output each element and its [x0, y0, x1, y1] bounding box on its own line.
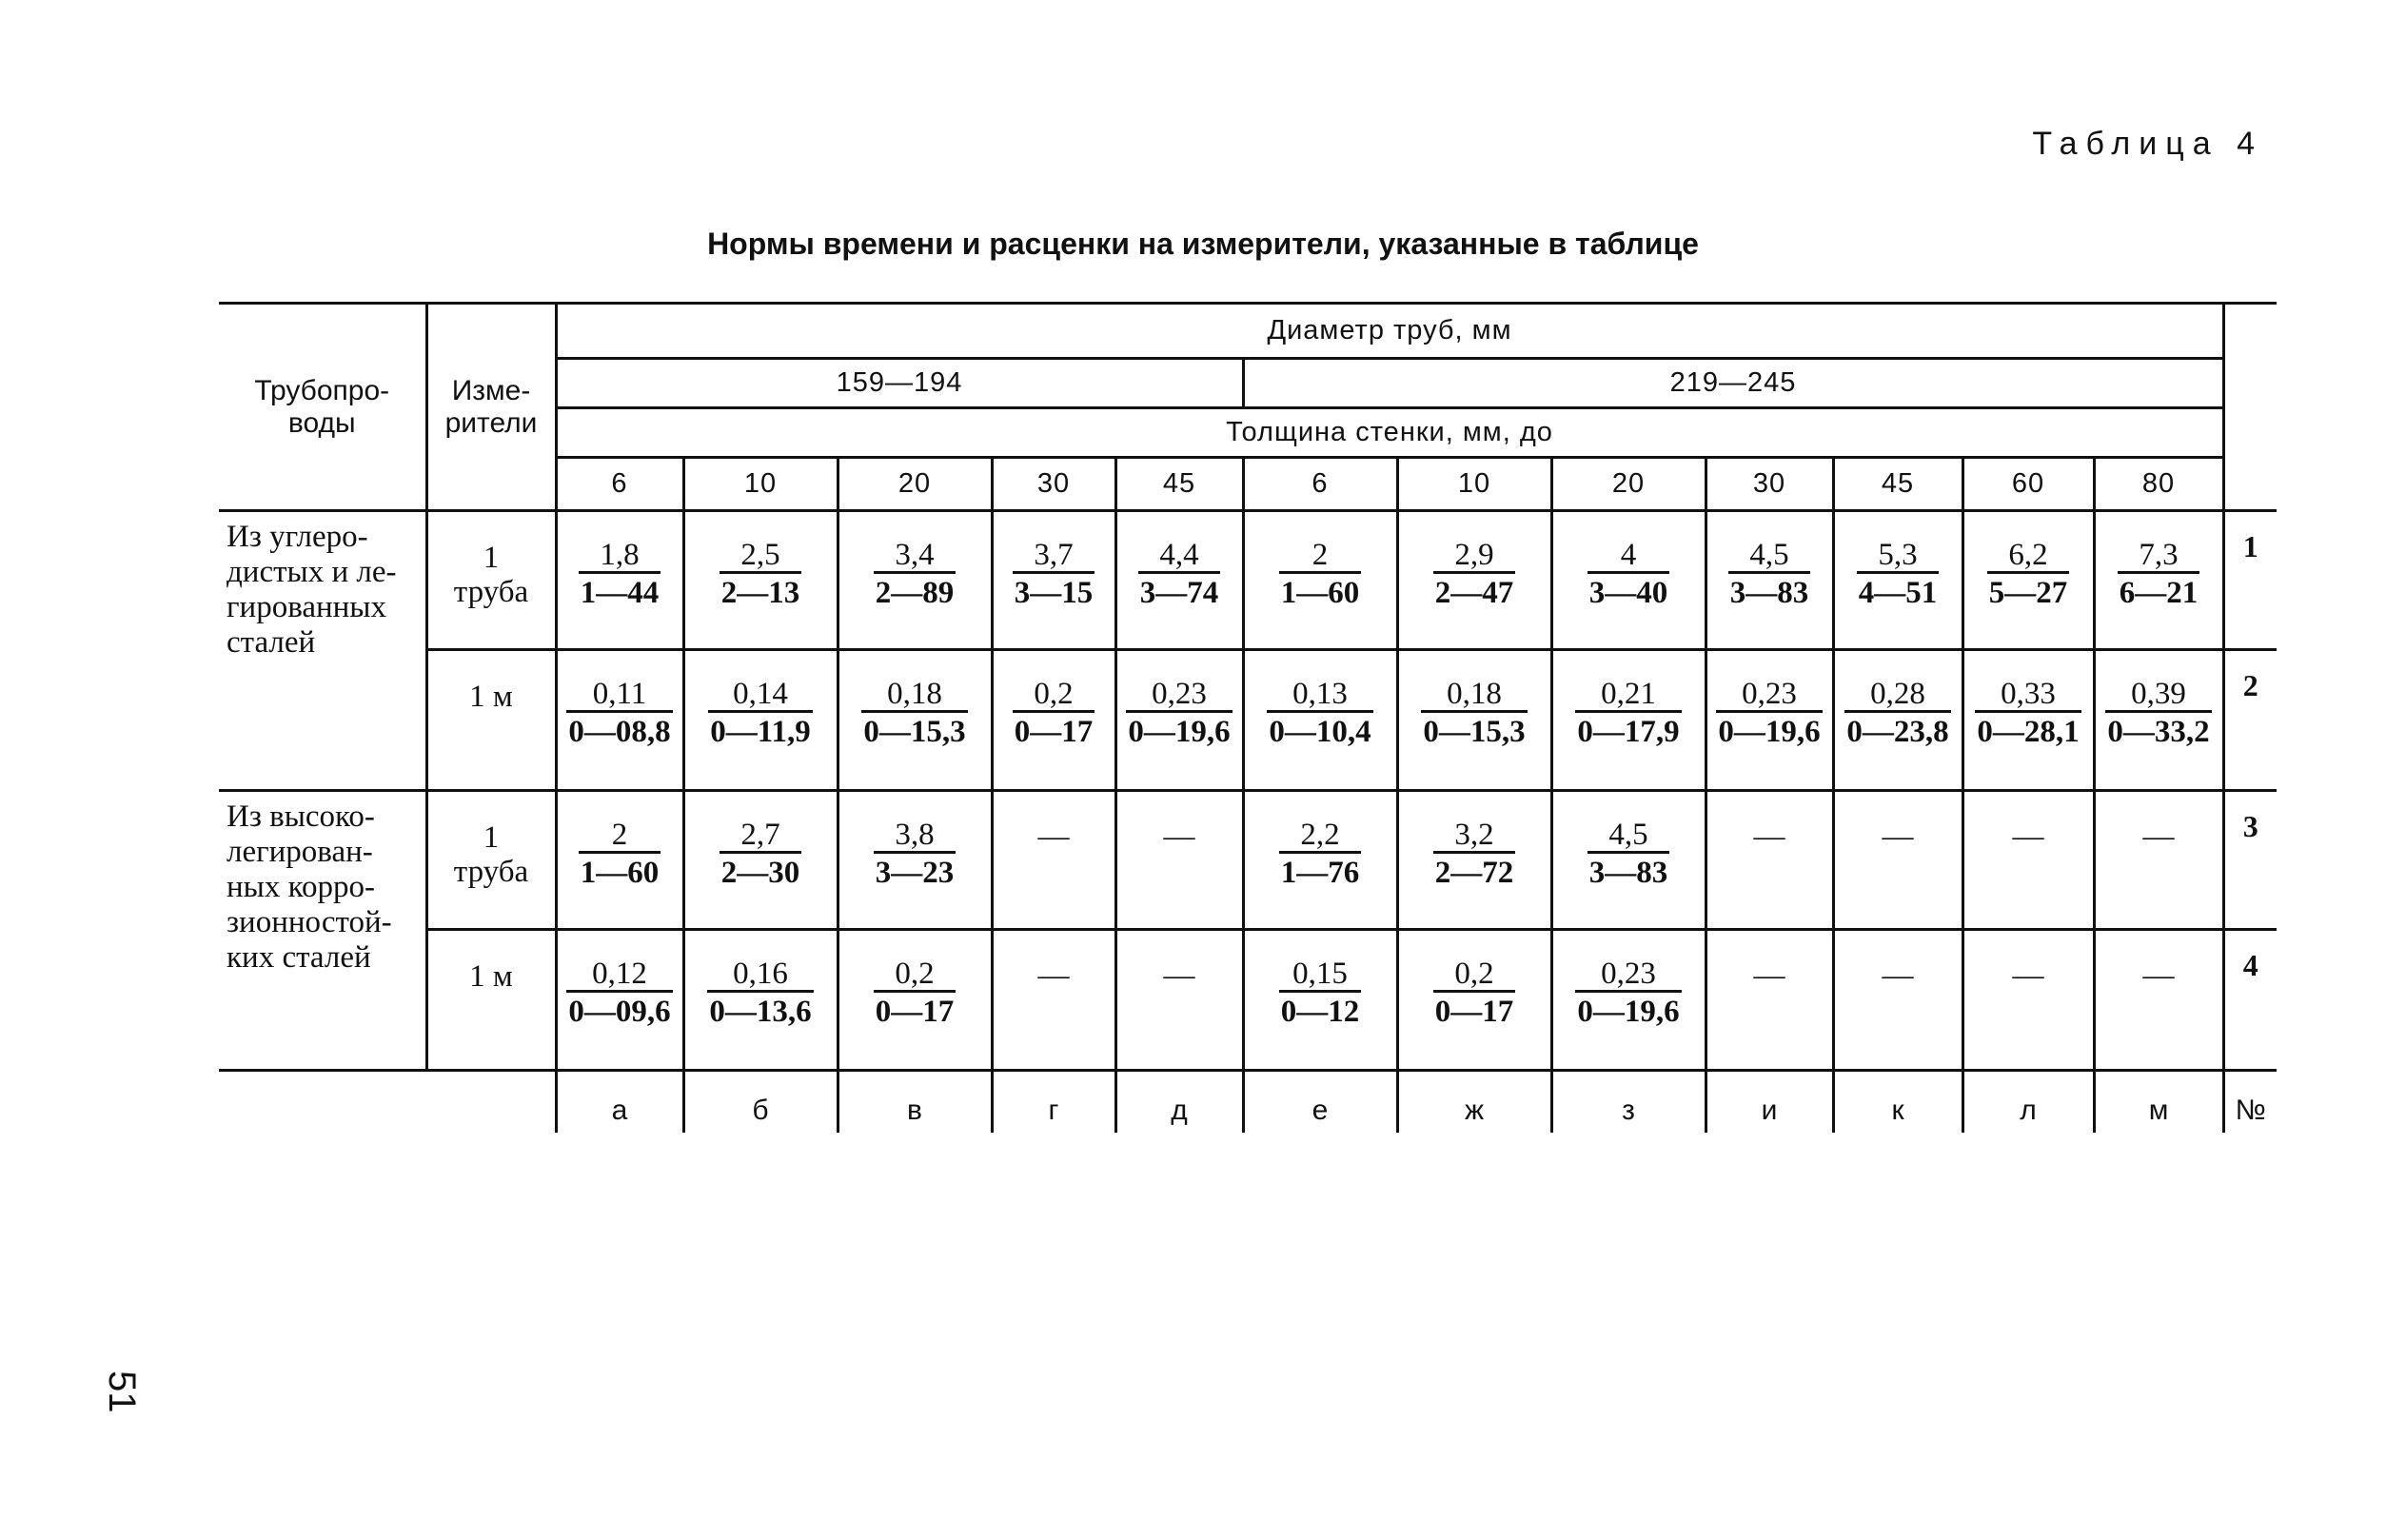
time-norm: 2 [1279, 539, 1362, 574]
value-cell [1243, 930, 1397, 1071]
dash-mark: — [2142, 958, 2175, 993]
price-rate: 2—13 [720, 576, 800, 610]
price-rate: 5—27 [1988, 576, 2068, 610]
value-cell [992, 930, 1115, 1071]
header-group-2: 219—245 [1243, 359, 2223, 408]
value-cell [1962, 791, 2094, 930]
value-cell [2094, 930, 2223, 1071]
header-thickness: 30 [992, 458, 1115, 511]
price-rate: 0—12 [1280, 995, 1360, 1029]
fraction [566, 678, 672, 751]
header-thickness: 10 [683, 458, 838, 511]
column-letter: д [1115, 1071, 1243, 1134]
header-thickness: 45 [1833, 458, 1962, 511]
table-title: Нормы времени и расценки на измерители, указанные в таблице [707, 227, 1699, 261]
dash-mark: — [2142, 819, 2175, 854]
price-rate: 2—47 [1434, 576, 1514, 610]
time-norm: 0,2 [1433, 958, 1516, 993]
column-letter: г [992, 1071, 1115, 1134]
value-cell [683, 511, 838, 650]
fraction [1588, 819, 1670, 892]
header-thickness: 10 [1397, 458, 1551, 511]
unit-cell: 1 труба [426, 511, 556, 650]
value-cell [2094, 791, 2223, 930]
fraction [2118, 539, 2200, 612]
time-norm: 0,12 [566, 958, 672, 993]
time-norm: 1,8 [579, 539, 661, 574]
time-norm: 7,3 [2118, 539, 2200, 574]
header-thickness: 20 [1551, 458, 1706, 511]
time-norm: 0,39 [2105, 678, 2211, 713]
time-norm: 0,11 [566, 678, 672, 713]
fraction [874, 958, 956, 1031]
table-row [219, 930, 2277, 1071]
fraction [1844, 678, 1950, 751]
header-measures: Изме- рители [426, 304, 556, 511]
time-norm: 4,5 [1588, 819, 1670, 854]
price-rate: 2—89 [875, 576, 955, 610]
time-norm: 0,2 [1013, 678, 1095, 713]
row-number: 2 [2223, 650, 2277, 791]
time-norm: 0,33 [1975, 678, 2081, 713]
fraction [707, 958, 813, 1031]
value-cell [556, 930, 683, 1071]
page-number: 51 [101, 1371, 143, 1413]
table-row [219, 511, 2277, 650]
dash-mark: — [2012, 819, 2044, 854]
time-norm: 0,23 [1716, 678, 1822, 713]
time-norm: 4,4 [1138, 539, 1221, 574]
value-cell [1706, 650, 1833, 791]
table-row [219, 650, 2277, 791]
value-cell [1397, 650, 1551, 791]
header-pipelines: Трубопро- воды [219, 304, 426, 511]
dash-mark: — [1163, 958, 1195, 993]
fraction [1975, 678, 2081, 751]
header-group-1: 159—194 [556, 359, 1243, 408]
value-cell [1115, 650, 1243, 791]
price-rate: 1—60 [580, 856, 660, 890]
header-thickness: 80 [2094, 458, 2223, 511]
fraction [1857, 539, 1940, 612]
price-rate: 0—19,6 [1577, 995, 1680, 1029]
footer-num-label: № [2223, 1071, 2277, 1134]
value-cell [992, 650, 1115, 791]
fraction [1279, 958, 1362, 1031]
price-rate: 3—23 [875, 856, 955, 890]
column-letter: л [1962, 1071, 2094, 1134]
value-cell [1115, 930, 1243, 1071]
price-rate: 4—51 [1858, 576, 1938, 610]
dash-mark: — [1753, 819, 1785, 854]
time-norm: 4,5 [1728, 539, 1811, 574]
time-norm: 0,23 [1575, 958, 1681, 993]
header-diameter: Диаметр труб, мм [556, 304, 2223, 359]
time-norm: 3,2 [1433, 819, 1516, 854]
price-rate: 3—83 [1729, 576, 1809, 610]
value-cell [838, 511, 992, 650]
time-norm: 3,8 [874, 819, 956, 854]
footer-blank [426, 1071, 556, 1134]
fraction [1433, 539, 1516, 612]
price-rate: 0—11,9 [710, 715, 811, 749]
fraction [874, 819, 956, 892]
time-norm: 2,9 [1433, 539, 1516, 574]
dash-mark: — [1163, 819, 1195, 854]
price-rate: 0—17 [1434, 995, 1514, 1029]
column-letter: и [1706, 1071, 1833, 1134]
header-wall-thickness: Толщина стенки, мм, до [556, 408, 2223, 458]
fraction [1433, 819, 1516, 892]
value-cell [838, 650, 992, 791]
value-cell [1833, 930, 1962, 1071]
value-cell [1962, 511, 2094, 650]
time-norm: 4 [1588, 539, 1670, 574]
unit-cell: 1 м [426, 650, 556, 791]
value-cell [1243, 650, 1397, 791]
dash-mark: — [1037, 819, 1070, 854]
time-norm: 0,21 [1575, 678, 1681, 713]
fraction [1279, 819, 1362, 892]
fraction [1716, 678, 1822, 751]
price-rate: 0—10,4 [1269, 715, 1371, 749]
norms-table [219, 302, 2277, 1133]
dash-mark: — [1882, 958, 1914, 993]
value-cell [1115, 511, 1243, 650]
column-letter: к [1833, 1071, 1962, 1134]
time-norm: 0,18 [1421, 678, 1527, 713]
time-norm: 0,13 [1267, 678, 1372, 713]
price-rate: 0—17 [875, 995, 955, 1029]
price-rate: 1—76 [1280, 856, 1360, 890]
fraction [1421, 678, 1527, 751]
fraction [861, 678, 967, 751]
row-number: 3 [2223, 791, 2277, 930]
value-cell [556, 650, 683, 791]
time-norm: 2,2 [1279, 819, 1362, 854]
price-rate: 0—28,1 [1977, 715, 2080, 749]
price-rate: 0—08,8 [568, 715, 671, 749]
dash-mark: — [1753, 958, 1785, 993]
value-cell [838, 791, 992, 930]
dash-mark: — [1037, 958, 1070, 993]
time-norm: 3,7 [1013, 539, 1095, 574]
price-rate: 3—83 [1588, 856, 1668, 890]
header-thickness: 20 [838, 458, 992, 511]
value-cell [1706, 791, 1833, 930]
column-letter: з [1551, 1071, 1706, 1134]
column-letter: е [1243, 1071, 1397, 1134]
price-rate: 0—15,3 [1423, 715, 1526, 749]
unit-cell: 1 м [426, 930, 556, 1071]
value-cell [838, 930, 992, 1071]
fraction [720, 819, 802, 892]
value-cell [2094, 511, 2223, 650]
price-rate: 0—19,6 [1128, 715, 1231, 749]
value-cell [1706, 511, 1833, 650]
price-rate: 0—33,2 [2107, 715, 2210, 749]
fraction [579, 819, 661, 892]
fraction [1575, 958, 1681, 1031]
column-letter: б [683, 1071, 838, 1134]
header-thickness: 6 [556, 458, 683, 511]
header-thickness: 45 [1115, 458, 1243, 511]
price-rate: 0—17 [1014, 715, 1094, 749]
value-cell [1397, 930, 1551, 1071]
value-cell [1833, 791, 1962, 930]
fraction [1575, 678, 1681, 751]
value-cell [1833, 650, 1962, 791]
row-number: 4 [2223, 930, 2277, 1071]
time-norm: 0,14 [708, 678, 812, 713]
price-rate: 3—74 [1139, 576, 1219, 610]
row-number: 1 [2223, 511, 2277, 650]
value-cell [1962, 650, 2094, 791]
price-rate: 0—19,6 [1718, 715, 1821, 749]
price-rate: 0—09,6 [568, 995, 671, 1029]
price-rate: 2—30 [720, 856, 800, 890]
value-cell [1397, 791, 1551, 930]
fraction [1279, 539, 1362, 612]
value-cell [1962, 930, 2094, 1071]
price-rate: 0—17,9 [1577, 715, 1680, 749]
fraction [1013, 678, 1095, 751]
value-cell [556, 791, 683, 930]
value-cell [992, 791, 1115, 930]
value-cell [1115, 791, 1243, 930]
price-rate: 1—60 [1280, 576, 1360, 610]
value-cell [556, 511, 683, 650]
time-norm: 0,16 [707, 958, 813, 993]
price-rate: 3—40 [1588, 576, 1668, 610]
price-rate: 1—44 [580, 576, 660, 610]
table-caption: Таблица 4 [2032, 126, 2263, 162]
value-cell [1551, 791, 1706, 930]
fraction [874, 539, 956, 612]
value-cell [683, 650, 838, 791]
value-cell [1397, 511, 1551, 650]
group-label: Из углеро- дистых и ле- гированных сталей [219, 511, 426, 791]
time-norm: 0,18 [861, 678, 967, 713]
time-norm: 2 [579, 819, 661, 854]
price-rate: 0—23,8 [1846, 715, 1949, 749]
value-cell [2094, 650, 2223, 791]
value-cell [683, 930, 838, 1071]
value-cell [992, 511, 1115, 650]
price-rate: 3—15 [1014, 576, 1094, 610]
dash-mark: — [2012, 958, 2044, 993]
time-norm: 3,4 [874, 539, 956, 574]
value-cell [1551, 930, 1706, 1071]
table-row [219, 791, 2277, 930]
value-cell [1551, 511, 1706, 650]
fraction [708, 678, 812, 751]
time-norm: 6,2 [1987, 539, 2070, 574]
time-norm: 0,15 [1279, 958, 1362, 993]
value-cell [683, 791, 838, 930]
fraction [566, 958, 672, 1031]
price-rate: 0—13,6 [709, 995, 812, 1029]
fraction [1588, 539, 1670, 612]
column-letter: м [2094, 1071, 2223, 1134]
fraction [1433, 958, 1516, 1031]
fraction [720, 539, 802, 612]
fraction [579, 539, 661, 612]
fraction [1267, 678, 1372, 751]
fraction [2105, 678, 2211, 751]
time-norm: 2,7 [720, 819, 802, 854]
time-norm: 0,28 [1844, 678, 1950, 713]
fraction [1987, 539, 2070, 612]
footer-row [219, 1071, 2277, 1134]
value-cell [1551, 650, 1706, 791]
price-rate: 0—15,3 [863, 715, 966, 749]
time-norm: 2,5 [720, 539, 802, 574]
time-norm: 5,3 [1857, 539, 1940, 574]
group-label: Из высоко- легирован- ных корро- зионностой- ких сталей [219, 791, 426, 1071]
fraction [1138, 539, 1221, 612]
value-cell [1243, 511, 1397, 650]
time-norm: 0,23 [1126, 678, 1232, 713]
dash-mark: — [1882, 819, 1914, 854]
time-norm: 0,2 [874, 958, 956, 993]
column-letter: в [838, 1071, 992, 1134]
header-thickness: 6 [1243, 458, 1397, 511]
header-num-blank [2223, 304, 2277, 511]
value-cell [1706, 930, 1833, 1071]
price-rate: 2—72 [1434, 856, 1514, 890]
column-letter: а [556, 1071, 683, 1134]
unit-cell: 1 труба [426, 791, 556, 930]
value-cell [1833, 511, 1962, 650]
header-thickness: 30 [1706, 458, 1833, 511]
value-cell [1243, 791, 1397, 930]
fraction [1728, 539, 1811, 612]
header-thickness: 60 [1962, 458, 2094, 511]
fraction [1013, 539, 1095, 612]
footer-blank [219, 1071, 426, 1134]
column-letter: ж [1397, 1071, 1551, 1134]
fraction [1126, 678, 1232, 751]
price-rate: 6—21 [2119, 576, 2199, 610]
